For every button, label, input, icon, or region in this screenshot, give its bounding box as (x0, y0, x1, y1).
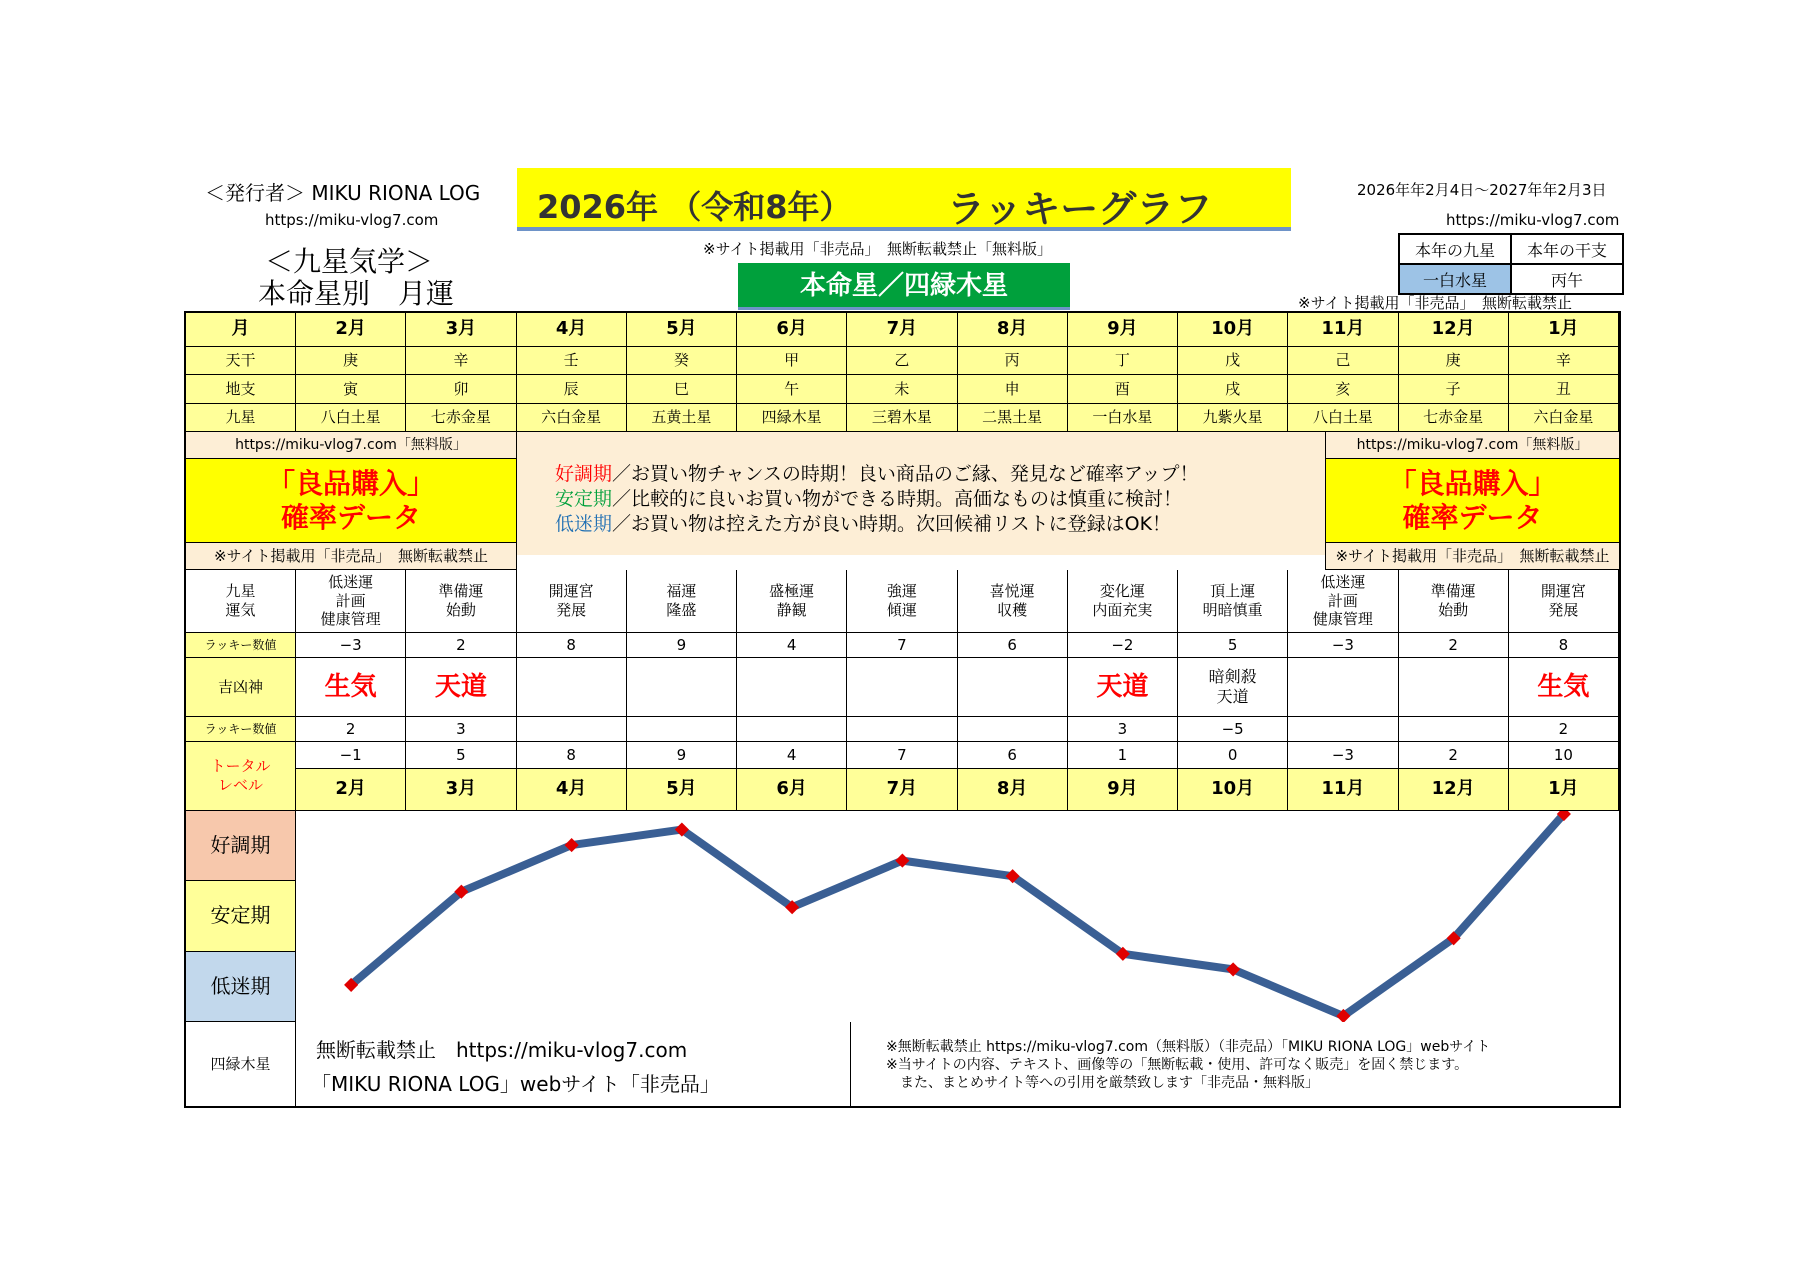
lucky-cell: 2 (406, 633, 516, 658)
row-label-kyusei: 九星 (186, 404, 296, 432)
year-eto-label: 本年の干支 (1511, 234, 1623, 264)
chishi-cell: 子 (1399, 375, 1509, 404)
total-cell: −3 (1288, 742, 1398, 769)
legend-good-term: 好調期 (555, 463, 613, 485)
row-label-lucky2: ラッキー数値 (186, 717, 296, 742)
luck-table (184, 311, 1621, 1108)
note-right: ※サイト掲載用「非売品」 無断転載禁止 (1298, 294, 1573, 312)
unki-cell: 頂上運 明暗慎重 (1178, 570, 1288, 633)
footer-star: 四緑木星 (186, 1022, 296, 1106)
lucky-cell: −3 (296, 633, 406, 658)
tenkan-cell: 癸 (627, 347, 737, 375)
lucky2-cell (1288, 717, 1398, 742)
lucky-cell: 5 (1178, 633, 1288, 658)
legend (517, 432, 1325, 555)
kikkyo-cell: 天道 (1068, 658, 1178, 717)
lucky2-cell (1399, 717, 1509, 742)
lucky-cell: 7 (847, 633, 957, 658)
legend-good-text: ／お買い物チャンスの時期！良い商品のご縁、発見など確率アップ！ (612, 463, 1199, 485)
kyusei-cell: 六白金星 (1509, 404, 1619, 432)
row-label-unki: 九星 運気 (186, 570, 296, 633)
kikkyo-cell (1399, 658, 1509, 717)
side-heading-right-line1: 「良品購入」 (1388, 466, 1557, 500)
footer-note2: ※当サイトの内容、テキスト、画像等の「無断転載・使用、許可なく販売」を固く禁じます。 (886, 1057, 1469, 1073)
lucky2-cell: 2 (296, 717, 406, 742)
bottom-month-cell: 6月 (737, 769, 847, 811)
kyusei-cell: 八白土星 (296, 404, 406, 432)
lucky2-cell: 3 (1068, 717, 1178, 742)
months-cell: 4月 (517, 313, 627, 347)
tenkan-cell: 乙 (847, 347, 957, 375)
months-cell: 1月 (1509, 313, 1619, 347)
publisher-url: https://miku-vlog7.com (265, 211, 439, 229)
zone-label: 低迷期 (186, 952, 296, 1022)
chishi-cell: 午 (737, 375, 847, 404)
total-cell: 8 (517, 742, 627, 769)
kikkyo-cell (1288, 658, 1398, 717)
kyusei-cell: 二黒土星 (958, 404, 1068, 432)
months-cell: 9月 (1068, 313, 1178, 347)
chishi-cell: 未 (847, 375, 957, 404)
side-heading-left-line2: 確率データ (280, 500, 421, 534)
kikkyo-cell (737, 658, 847, 717)
lucky-cell: −3 (1288, 633, 1398, 658)
chishi-cell: 卯 (406, 375, 516, 404)
bottom-month-cell: 4月 (517, 769, 627, 811)
months-cell: 11月 (1288, 313, 1398, 347)
chishi-cell: 丑 (1509, 375, 1619, 404)
chishi-cell: 戌 (1178, 375, 1288, 404)
year-eto-value: 丙午 (1511, 264, 1623, 294)
footer-note1: ※無断転載禁止 https://miku-vlog7.com（無料版）（非売品）「MIKU RIONA LOG」webサイト (886, 1039, 1491, 1055)
tenkan-cell: 辛 (1509, 347, 1619, 375)
bottom-month-cell: 10月 (1178, 769, 1288, 811)
legend-stable (555, 487, 1325, 512)
row-label-kikkyo: 吉凶神 (186, 658, 296, 717)
luck-line (351, 814, 1564, 1016)
unki-cell: 低迷運 計画 健康管理 (296, 570, 406, 633)
side-heading-right-line2: 確率データ (1402, 500, 1543, 534)
kyusei-heading: ＜九星気学＞ (265, 245, 434, 278)
months-cell: 6月 (737, 313, 847, 347)
date-range: 2026年年2月4日～2027年年2月3日 (1357, 181, 1607, 199)
luck-chart (296, 811, 1619, 1022)
lucky2-cell (517, 717, 627, 742)
legend-good (555, 462, 1325, 487)
unki-cell: 開運宮 発展 (517, 570, 627, 633)
footer-line2: 「MIKU RIONA LOG」webサイト「非売品」 (311, 1072, 720, 1096)
side-heading-left-line1: 「良品購入」 (266, 466, 435, 500)
monthly-heading: 本命星別 月運 (258, 277, 455, 310)
bottom-month-cell: 9月 (1068, 769, 1178, 811)
months-cell: 8月 (958, 313, 1068, 347)
bottom-month-cell: 8月 (958, 769, 1068, 811)
kikkyo-cell (847, 658, 957, 717)
row-label-tenkan: 天干 (186, 347, 296, 375)
page-title: ラッキーグラフ (947, 187, 1213, 231)
publisher: ＜発行者＞ MIKU RIONA LOG (205, 181, 481, 205)
lucky-cell: 2 (1399, 633, 1509, 658)
kyusei-cell: 三碧木星 (847, 404, 957, 432)
bottom-month-cell: 11月 (1288, 769, 1398, 811)
title-banner (517, 168, 1291, 231)
kyusei-cell: 七赤金星 (1399, 404, 1509, 432)
kikkyo-cell: 天道 (406, 658, 516, 717)
kyusei-cell: 一白水星 (1068, 404, 1178, 432)
side-heading-left (186, 459, 517, 543)
kikkyo-cell (517, 658, 627, 717)
bottom-month-cell: 7月 (847, 769, 957, 811)
months-cell: 10月 (1178, 313, 1288, 347)
lucky2-cell (847, 717, 957, 742)
total-cell: 6 (958, 742, 1068, 769)
tenkan-cell: 辛 (406, 347, 516, 375)
total-cell: 1 (1068, 742, 1178, 769)
lucky-cell: −2 (1068, 633, 1178, 658)
unki-cell: 開運宮 発展 (1509, 570, 1619, 633)
tenkan-cell: 甲 (737, 347, 847, 375)
side-note-left: ※サイト掲載用「非売品」 無断転載禁止 (186, 543, 517, 570)
bottom-month-cell: 2月 (296, 769, 406, 811)
legend-low (555, 512, 1325, 537)
total-cell: 0 (1178, 742, 1288, 769)
footer-divider (850, 1022, 851, 1106)
kikkyo-cell: 暗剣殺 天道 (1178, 658, 1288, 717)
row-label-chishi: 地支 (186, 375, 296, 404)
lucky2-cell: 3 (406, 717, 516, 742)
tenkan-cell: 丁 (1068, 347, 1178, 375)
side-url-right: https://miku-vlog7.com「無料版」 (1325, 432, 1619, 459)
legend-stable-text: ／比較的に良いお買い物ができる時期。高価なものは慎重に検討！ (612, 488, 1183, 510)
zone-label: 好調期 (186, 811, 296, 881)
lucky-cell: 6 (958, 633, 1068, 658)
chishi-cell: 寅 (296, 375, 406, 404)
side-note-right: ※サイト掲載用「非売品」 無断転載禁止 (1325, 543, 1619, 570)
lucky-cell: 4 (737, 633, 847, 658)
unki-cell: 喜悦運 収穫 (958, 570, 1068, 633)
unki-cell: 低迷運 計画 健康管理 (1288, 570, 1398, 633)
url-right: https://miku-vlog7.com (1446, 211, 1620, 229)
months-cell: 12月 (1399, 313, 1509, 347)
chishi-cell: 巳 (627, 375, 737, 404)
side-url-left: https://miku-vlog7.com「無料版」 (186, 432, 517, 459)
kikkyo-cell: 生気 (296, 658, 406, 717)
chishi-cell: 申 (958, 375, 1068, 404)
year-info-table (1398, 233, 1624, 295)
unki-cell: 強運 傾運 (847, 570, 957, 633)
tenkan-cell: 壬 (517, 347, 627, 375)
bottom-month-cell: 12月 (1399, 769, 1509, 811)
kyusei-cell: 四緑木星 (737, 404, 847, 432)
lucky2-cell: 2 (1509, 717, 1619, 742)
months-cell: 3月 (406, 313, 516, 347)
lucky-cell: 8 (517, 633, 627, 658)
side-heading-right (1325, 459, 1619, 543)
lucky2-cell: −5 (1178, 717, 1288, 742)
title-year: 2026年 （令和8年） (537, 188, 852, 226)
bottom-month-cell: 5月 (627, 769, 737, 811)
note-top: ※サイト掲載用「非売品」 無断転載禁止「無料版」 (703, 240, 1053, 258)
lucky-cell: 9 (627, 633, 737, 658)
chishi-cell: 酉 (1068, 375, 1178, 404)
legend-low-term: 低迷期 (555, 513, 613, 535)
honmeisei-badge: 本命星／四緑木星 (738, 263, 1070, 310)
year-star-value: 一白水星 (1399, 264, 1511, 294)
kyusei-cell: 八白土星 (1288, 404, 1398, 432)
months-cell: 7月 (847, 313, 957, 347)
lucky-cell: 8 (1509, 633, 1619, 658)
total-cell: 10 (1509, 742, 1619, 769)
bottom-month-cell: 1月 (1509, 769, 1619, 811)
row-label-month: 月 (186, 313, 296, 347)
footer-note3: また、まとめサイト等への引用を厳禁致します「非売品・無料版」 (886, 1075, 1320, 1091)
legend-stable-term: 安定期 (555, 488, 613, 510)
kyusei-cell: 七赤金星 (406, 404, 516, 432)
zone-label: 安定期 (186, 881, 296, 951)
unki-cell: 準備運 始動 (1399, 570, 1509, 633)
lucky2-cell (627, 717, 737, 742)
months-cell: 2月 (296, 313, 406, 347)
tenkan-cell: 庚 (296, 347, 406, 375)
unki-cell: 盛極運 静観 (737, 570, 847, 633)
months-cell: 5月 (627, 313, 737, 347)
chishi-cell: 辰 (517, 375, 627, 404)
total-cell: 5 (406, 742, 516, 769)
tenkan-cell: 戊 (1178, 347, 1288, 375)
total-cell: 2 (1399, 742, 1509, 769)
tenkan-cell: 丙 (958, 347, 1068, 375)
kyusei-cell: 六白金星 (517, 404, 627, 432)
lucky2-cell (958, 717, 1068, 742)
row-label-total: トータル レベル (186, 742, 296, 811)
total-cell: 4 (737, 742, 847, 769)
tenkan-cell: 庚 (1399, 347, 1509, 375)
legend-low-text: ／お買い物は控えた方が良い時期。次回候補リストに登録はOK！ (612, 513, 1172, 535)
unki-cell: 準備運 始動 (406, 570, 516, 633)
tenkan-cell: 己 (1288, 347, 1398, 375)
total-cell: 7 (847, 742, 957, 769)
unki-cell: 福運 隆盛 (627, 570, 737, 633)
year-star-label: 本年の九星 (1399, 234, 1511, 264)
total-cell: −1 (296, 742, 406, 769)
row-label-lucky: ラッキー数値 (186, 633, 296, 658)
chishi-cell: 亥 (1288, 375, 1398, 404)
total-cell: 9 (627, 742, 737, 769)
unki-cell: 変化運 内面充実 (1068, 570, 1178, 633)
bottom-month-cell: 3月 (406, 769, 516, 811)
kyusei-cell: 九紫火星 (1178, 404, 1288, 432)
kikkyo-cell: 生気 (1509, 658, 1619, 717)
kikkyo-cell (627, 658, 737, 717)
kyusei-cell: 五黄土星 (627, 404, 737, 432)
kikkyo-cell (958, 658, 1068, 717)
lucky2-cell (737, 717, 847, 742)
footer-line1: 無断転載禁止 https://miku-vlog7.com (316, 1038, 688, 1062)
